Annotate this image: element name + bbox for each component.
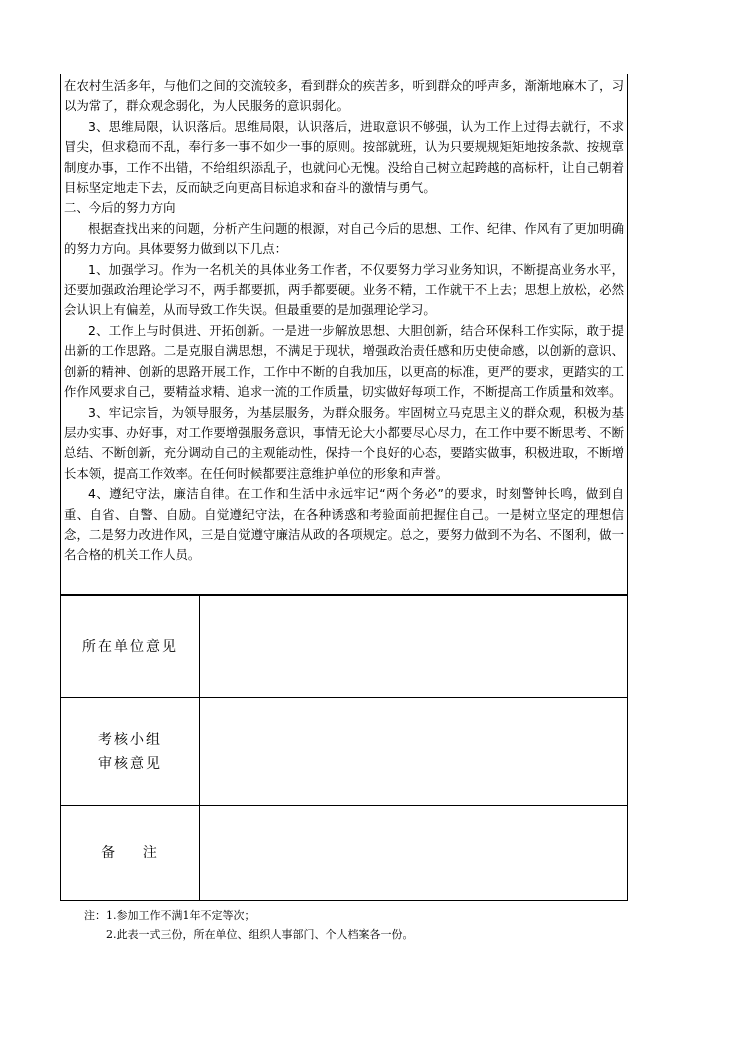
note-1: 注：1.参加工作不满1年不定等次； <box>84 909 256 922</box>
remarks-label <box>61 806 200 900</box>
paragraph-7: 3、牢记宗旨，为领导服务，为基层服务，为群众服务。牢固树立马克思主义的群众观，积极为基层办实事、办好事，对工作要增强服务意识，事情无论大小都要尽心尽力，在工作中要不断思考、不断总结、不断创新，充分调动自己的主观能动性，保持一个良好的心态，要踏实做事，积极进取，不断增长本领，提高工作效率。在任何时候都要注意维护单位的形象和声誉。 <box>64 404 624 481</box>
summary-text-cell <box>61 74 627 595</box>
review-opinion-field[interactable] <box>200 698 627 805</box>
section-heading: 二、今后的努力方向 <box>64 200 176 216</box>
paragraph-4: 根据查找出来的问题，分析产生问题的根源，对自己今后的思想、工作、纪律、作风有了更加明确的努力方向。具体要努力做到以下几点： <box>64 220 624 257</box>
paragraph-5: 1、加强学习。作为一名机关的具体业务工作者，不仅要努力学习业务知识，不断提高业务水平，还要加强政治理论学习不，两手都要抓，两手都要硬。业务不精，工作就干不上去；思想上放松，必然会认识上有偏差，从而导致工作失误。但最重要的是加强理论学习。 <box>64 261 624 318</box>
paragraph-2: 3、思维局限，认识落后。思维局限，认识落后，进取意识不够强，认为工作上过得去就行，不求冒尖，但求稳而不乱，奉行多一事不如少一事的原则。按部就班，认为只要规规矩矩地按条款、按规章制度办事，工作不出错，不给组织添乱子，也就问心无愧。没给自己树立起跨越的高标杆，让自己朝着目标坚定地走下去，反而缺乏向更高目标追求和奋斗的激情与勇气。 <box>64 118 624 196</box>
paragraph-8: 4、遵纪守法，廉洁自律。在工作和生活中永远牢记“两个务必”的要求，时刻警钟长鸣，做到自重、自省、自警、自励。自觉遵纪守法，在各种诱惑和考验面前把握住自己。一是树立坚定的理想信念，二是努力改进作风，三是自觉遵守廉洁从政的各项规定。总之，要努力做到不为名、不图利，做一名合格的机关工作人员。 <box>64 486 624 563</box>
paragraph-1: 在农村生活多年，与他们之间的交流较多，看到群众的疾苦多，听到群众的呼声多，渐渐地麻木了，习以为常了，群众观念弱化，为人民服务的意识弱化。 <box>64 78 624 114</box>
unit-opinion-field[interactable] <box>200 596 627 697</box>
review-opinion-row <box>61 697 627 805</box>
remarks-field[interactable] <box>200 806 627 900</box>
footnotes <box>84 906 414 944</box>
paragraph-6: 2、工作上与时俱进、开拓创新。一是进一步解放思想、大胆创新，结合环保科工作实际，敢于提出新的工作思路。二是克服自满思想，不满足于现状，增强政治责任感和历史使命感，以创新的意识、创新的精神、创新的思路开展工作，工作中不断的自我加压，以更高的标准，更严的要求，更踏实的工作作风要求自己，要精益求精、追求一流的工作质量，切实做好每项工作，不断提高工作质量和效率。 <box>64 322 624 400</box>
unit-opinion-label: 所在单位意见 <box>61 596 200 697</box>
remarks-label-text: 备 注 <box>101 845 159 861</box>
remarks-row <box>61 805 627 900</box>
appraisal-form <box>60 74 628 901</box>
review-label-line1: 考核小组 <box>98 731 162 748</box>
review-label-line2: 审核意见 <box>98 755 162 772</box>
unit-opinion-row <box>61 595 627 697</box>
review-opinion-label <box>61 698 200 805</box>
note-2: 2.此表一式三份，所在单位、组织人事部门、个人档案各一份。 <box>106 928 414 941</box>
